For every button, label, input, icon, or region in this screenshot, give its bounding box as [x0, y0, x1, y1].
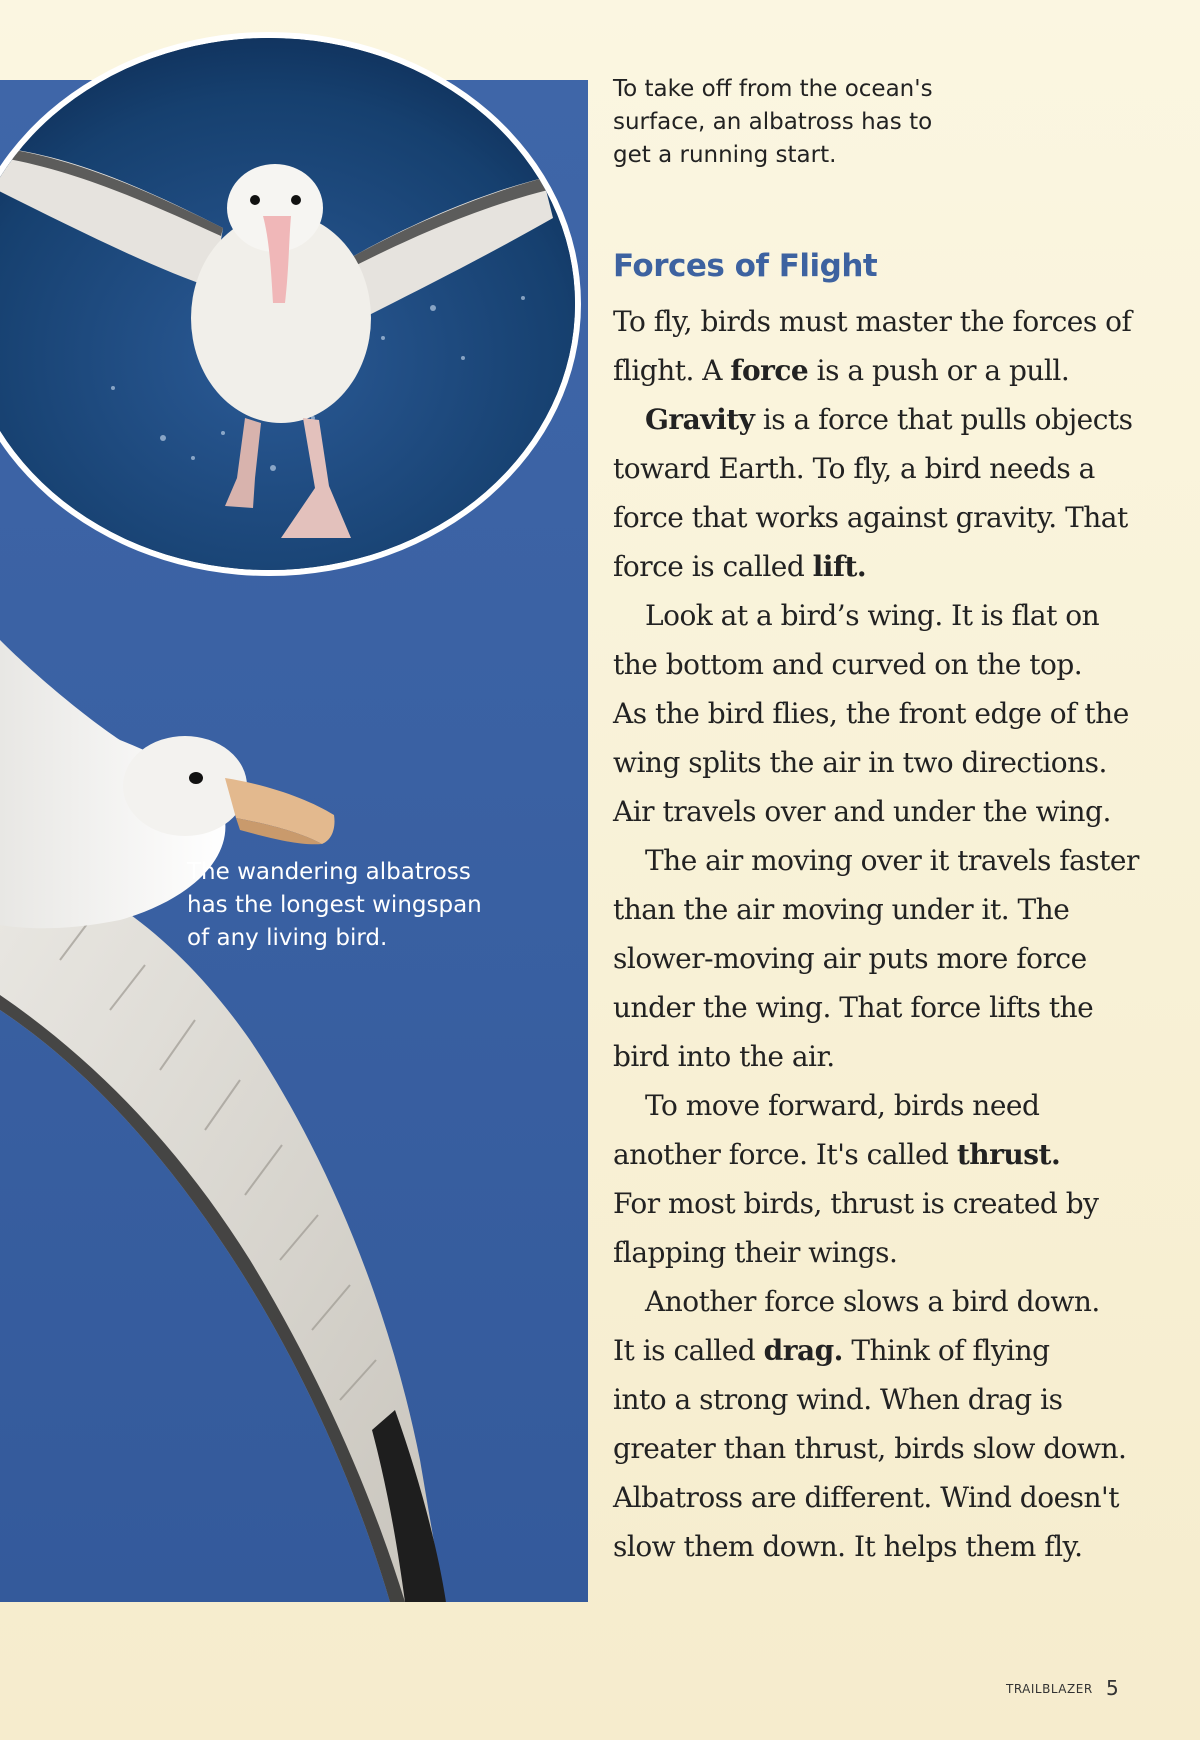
paragraph-wing-shape: Look at a bird’s wing. It is flat on the bottom and curved on the top. As the bird flies, the front edge of the wing splits the air in two directions. Air travels over and under the wing.: [613, 599, 1129, 828]
page-number: 5: [1106, 1676, 1119, 1700]
takeoff-caption: To take off from the ocean's surface, an albatross has to get a running start.: [613, 76, 933, 168]
article-body: [613, 297, 1183, 1571]
footer-brand: TRAILBLAZER: [1006, 1682, 1093, 1696]
paragraph-force: To fly, birds must master the forces of flight. A force is a push or a pull.: [613, 305, 1132, 387]
paragraph-air-speed: The air moving over it travels faster than the air moving under it. The slower-moving air puts more force under the wing. That force lifts the bird into the air.: [613, 844, 1139, 1073]
paragraph-gravity: Gravity is a force that pulls objects toward Earth. To fly, a bird needs a force that works against gravity. That force is called lift.: [613, 403, 1133, 583]
term-force: force: [730, 354, 809, 387]
paragraph-thrust: To move forward, birds need another force. It's called thrust. For most birds, thrust is created by flapping their wings.: [613, 1089, 1099, 1269]
term-gravity: Gravity: [645, 403, 755, 436]
paragraph-drag: Another force slows a bird down. It is called drag. Think of flying into a strong wind. When drag is greater than thrust, birds slow down. Albatross are different. Wind doesn't slow them down. It helps them fly.: [613, 1285, 1127, 1563]
term-drag: drag.: [763, 1334, 843, 1367]
term-thrust: thrust.: [956, 1138, 1061, 1171]
term-lift: lift.: [812, 550, 867, 583]
article-heading: Forces of Flight: [613, 248, 878, 284]
wingspan-caption: The wandering albatross has the longest wingspan of any living bird.: [187, 859, 482, 951]
